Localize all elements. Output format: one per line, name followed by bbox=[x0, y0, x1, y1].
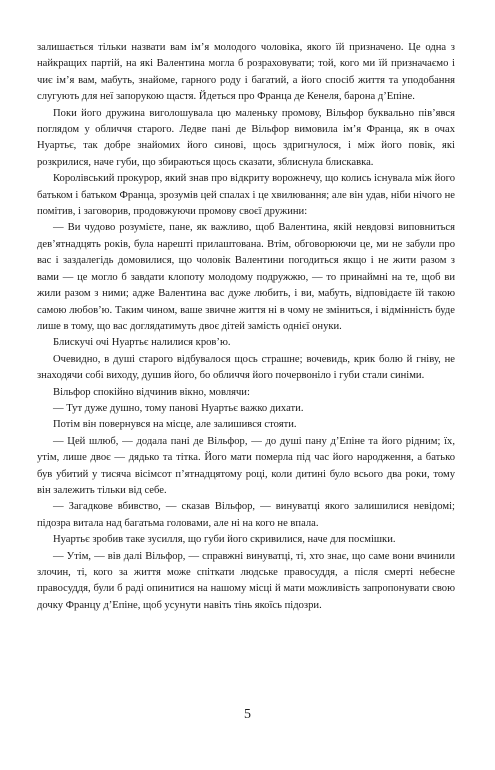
paragraph: залишається тільки назвати вам ім’я молодого чоловіка, якого їй призначено. Це одна з найкращих партій, на які Валентина могла б розраховувати; той, кого ми їй призначаємо і чиє ім’я вам, мабуть, знайоме, гарного роду і багатий, а його спосіб життя та уподобання слугують для неї запорукою щастя. Йдеться про Франца де Кенеля, барона д’Епіне. bbox=[37, 42, 455, 103]
page-text bbox=[37, 40, 455, 614]
paragraph: Поки його дружина виголошувала цю маленьку промову, Вільфор буквально пів’явся поглядом у обличчя старого. Ледве пані де Вільфор вимовила ім’я Франца, як в очах Нуартьє, так добре знайомих його синові, щось здригнулося, і між його повік, які розкрилися, наче губи, що збираються щось сказати, зблиснула блискавка. bbox=[37, 107, 455, 168]
page-number: 5 bbox=[244, 707, 251, 722]
paragraph: — Ви чудово розумієте, пане, як важливо, щоб Валентина, якій невдовзі виповниться дев’ятнадцять років, була нарешті прилаштована. Втім, обговорюючи це, ми не забули про вас і заздалегідь домовилися, що чоловік Валентини погодиться якщо і не жити разом з вами — це могло б завдати клопоту молодому подружжю, — то принаймні на те, щоб ви жили разом з ними; адже Валентина вас дуже любить, і ви, мабуть, відповідаєте їй такою самою любов’ю. Таким чином, ваше звичне життя ні в чому не зміниться, і відмінність буде лише в тому, що вас доглядатимуть двоє дітей замість однієї онуки. bbox=[37, 222, 455, 332]
paragraph: — Цей шлюб, — додала пані де Вільфор, — до душі пану д’Епіне та його рідним; їх, утім, лише двоє — дядько та тітка. Його мати померла під час його народження, а батько був убитий у тисяча вісімсот п’ятнадцятому році, коли дитині було всього два роки, тому він залежить тільки від себе. bbox=[37, 435, 455, 496]
paragraph: Нуартьє зробив таке зусилля, що губи його скривилися, наче для посмішки. bbox=[53, 534, 396, 546]
paragraph: Блискучі очі Нуартьє налилися кров’ю. bbox=[53, 337, 231, 349]
paragraph: — Тут дуже душно, тому панові Нуартьє важко дихати. bbox=[53, 402, 304, 414]
paragraph: — Загадкове вбивство, — сказав Вільфор, — винуватці якого залишилися невідомі; підозра витала над багатьма головами, але ні на кого не впала. bbox=[37, 501, 455, 529]
paragraph: — Утім, — вів далі Вільфор, — справжні винуватці, ті, хто знає, що саме вони вчинили злочин, ті, кого за життя може спіткати людське правосуддя, а після смерті небесне правосуддя, були б раді опинитися на нашому місці й мати можливість запропонувати свою дочку Францу д’Епіне, щоб усунути навіть тінь якоїсь підозри. bbox=[37, 550, 455, 611]
paragraph: Королівський прокурор, який знав про відкриту ворожнечу, що колись існувала між його батьком і батьком Франца, зрозумів цей спалах і це хвилювання; але він удав, ніби нічого не помітив, і заговорив, продовжуючи промову своєї дружини: bbox=[37, 173, 455, 218]
paragraph: Потім він повернувся на місце, але залишився стояти. bbox=[53, 419, 297, 431]
paragraph: Вільфор спокійно відчинив вікно, мовлячи: bbox=[53, 386, 250, 398]
paragraph: Очевидно, в душі старого відбувалося щось страшне; вочевидь, крик болю й гніву, не знаходячи собі виходу, душив його, бо обличчя його почервоніло і губи стали синіми. bbox=[37, 353, 455, 382]
